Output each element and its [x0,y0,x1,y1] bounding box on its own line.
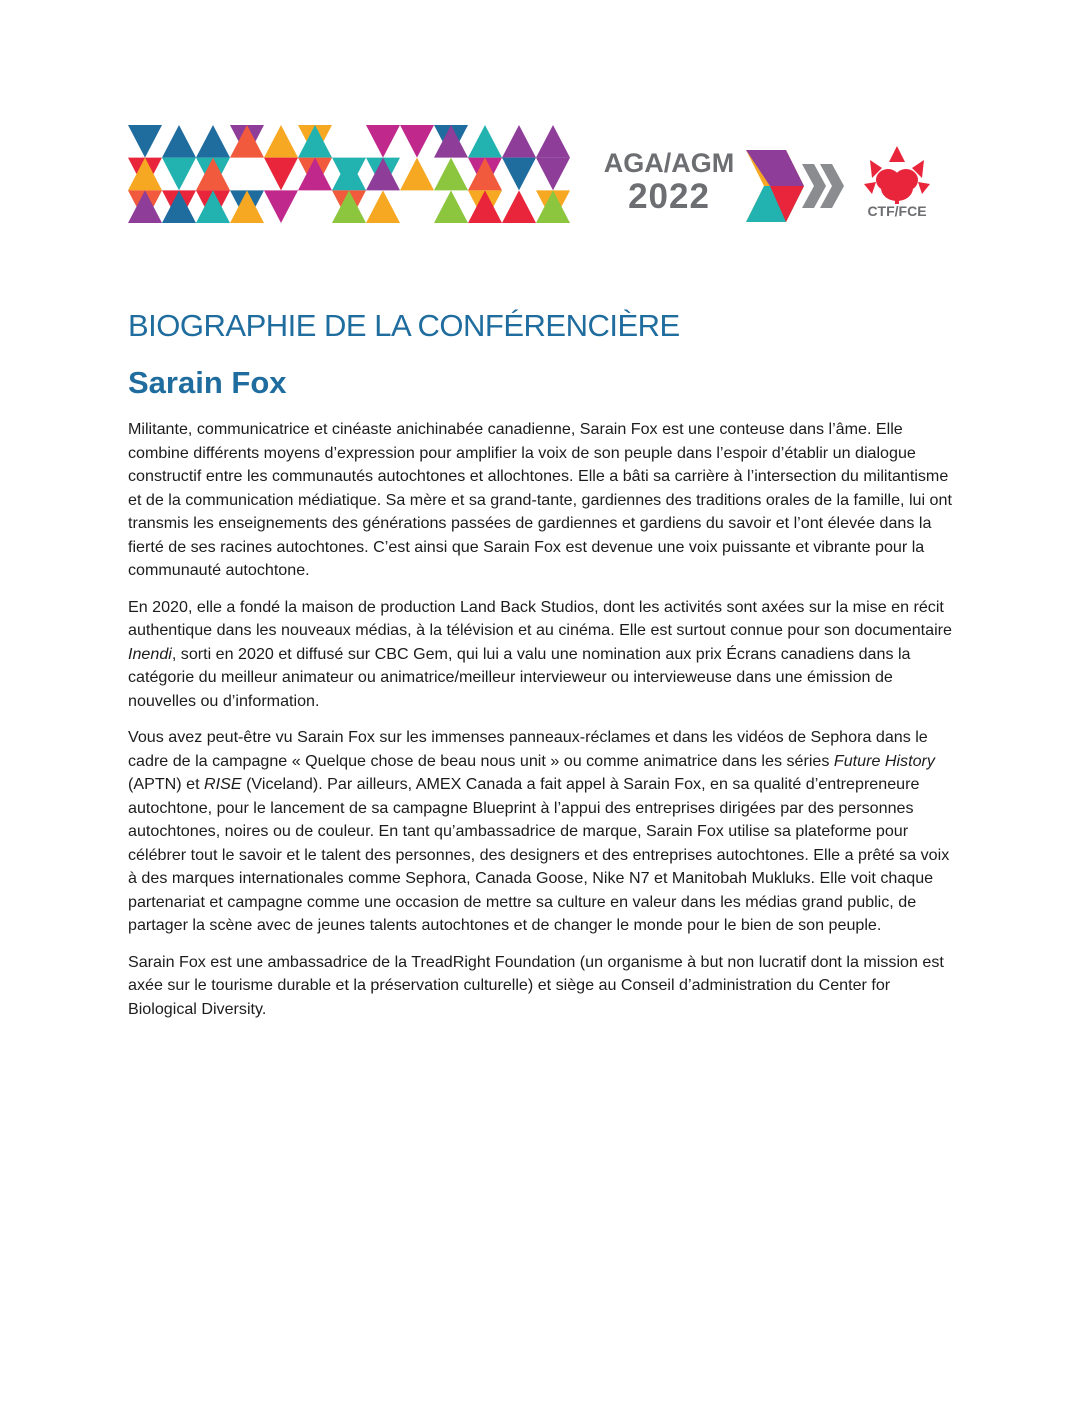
chevron-arrows-icon [746,150,846,222]
bio-paragraph-4: Sarain Fox est une ambassadrice de la TreadRight Foundation (un organisme à but non lucratif dont la mission est axée sur le tourisme durable et la préservation culturelle) et siège au Conseil d’administration du Center for Biological Diversity. [128,952,944,1018]
mosaic-triangle [162,158,196,191]
mosaic-triangle [128,125,162,158]
documentary-title: Inendi [128,644,172,663]
mosaic-triangle [434,190,468,223]
mosaic-banner [128,125,570,223]
mosaic-triangle [502,158,536,191]
mosaic-triangle [536,158,570,191]
bio-paragraph-2 [128,596,960,714]
bio-p2-text-b: , sorti en 2020 et diffusé sur CBC Gem, qui lui a valu une nomination aux prix Écrans canadiens dans la catégorie du meilleur animateur ou animatrice/meilleur intervieweur ou intervieweuse dans une émission de nouvelles ou d’information. [128,644,911,710]
event-logo-line1: AGA/AGM [603,148,735,178]
mosaic-triangle [400,158,434,191]
mosaic-triangle [264,158,298,191]
mosaic-triangle [162,125,196,158]
bio-paragraph-3 [128,726,960,938]
speaker-name: Sarain Fox [128,365,287,400]
bio-p3-text-b: (APTN) et [128,775,205,793]
mosaic-triangle [366,190,400,223]
biography-body [128,418,960,1034]
series-title-future-history: Future History [833,751,935,770]
bio-p3-text-c: (Viceland). Par ailleurs, AMEX Canada a fait appel à Sarain Fox, en sa qualité d’entrepreneure autochtone, pour le lancement de sa campagne Blueprint à l’appui des entreprises dirigées par des personnes autochtones, noires ou de couleur. En tant qu’ambassadrice de marque, Sarain Fox utilise sa plateforme pour célébrer tout le savoir et le talent des personnes, des designers et des entreprises autochtones. Elle a prêté sa voix à des marques internationales comme Sephora, Canada Goose, Nike N7 et Manitobah Mukluks. Elle voit chaque partenariat et campagne comme une occasion de mettre sa culture en valeur dans les médias grand public, de partager la scène avec de jeunes talents autochtones et de changer le monde pour le bien de son peuple. [128,775,950,934]
mosaic-triangle [434,158,468,191]
event-logo [594,148,744,216]
bio-paragraph-1: Militante, communicatrice et cinéaste anichinabée canadienne, Sarain Fox est une conteuse dans l’âme. Elle combine différents moyens d’expression pour amplifier la voix de son peuple dans l’espoir d’établir un dialogue constructif entre les communautés autochtones et allochtones. Elle a bâti sa carrière à l’intersection du militantisme et de la communication médiatique. Sa mère et sa grand-tante, gardiennes des traditions orales de la famille, lui ont transmis les enseignements des générations passées de gardiennes et gardiens du savoir et l’ont élevée dans la fierté de ses racines autochtones. C’est ainsi que Sarain Fox est devenue une voix puissante et vibrante pour la communauté autochtone. [128,420,952,579]
mosaic-triangle [196,125,230,158]
mosaic-triangle [400,125,434,158]
mosaic-triangle [502,125,536,158]
mosaic-triangle [536,125,570,158]
page-title: BIOGRAPHIE DE LA CONFÉRENCIÈRE [128,308,680,343]
mosaic-triangle [366,125,400,158]
mosaic-triangle [502,190,536,223]
mosaic-triangle [468,125,502,158]
event-logo-year: 2022 [628,177,710,216]
bio-p2-text-a: En 2020, elle a fondé la maison de production Land Back Studios, dont les activités sont axées sur la mise en récit authentique dans les nouveaux médias, à la télévision et au cinéma. Elle est surtout connue pour son documentaire [128,597,952,639]
series-title-rise: RISE [204,775,242,793]
mosaic-triangle [264,190,298,223]
org-logo-label: CTF/FCE [867,203,927,219]
mosaic-triangle [264,125,298,158]
bio-p3-text-a: Vous avez peut-être vu Sarain Fox sur les immenses panneaux-réclames et dans les vidéos de Sephora dans le cadre de la campagne « Quelque chose de beau nous unit » ou comme animatrice dans les séries [128,728,928,770]
